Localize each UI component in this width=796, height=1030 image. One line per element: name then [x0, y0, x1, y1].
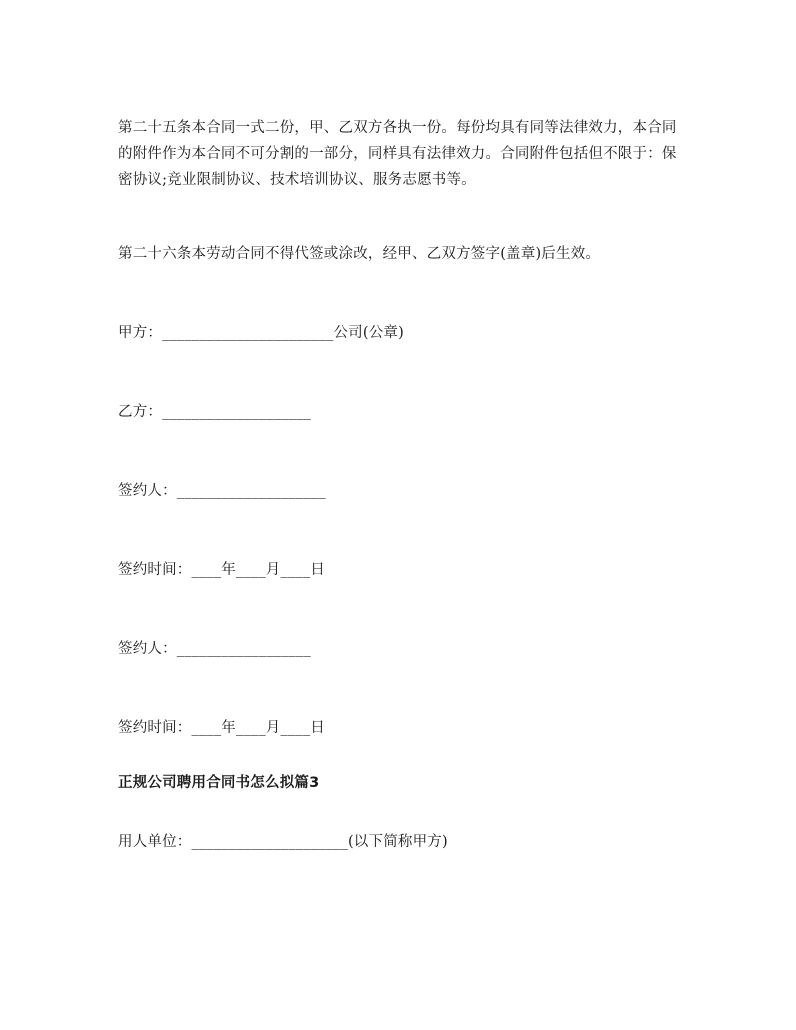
party-a-line: 甲方：_______________________公司(公章): [118, 325, 404, 341]
section-heading: 正规公司聘用合同书怎么拟篇3: [118, 775, 320, 791]
signatory-line: 签约人：__________________: [118, 641, 311, 657]
party-b-line: 乙方：____________________: [118, 404, 312, 420]
signing-date-line: 签约时间：____年____月____日: [118, 562, 325, 578]
article-25-paragraph: 第二十五条本合同一式二份，甲、乙双方各执一份。每份均具有同等法律效力，本合同的附件作为本合同不可分割的一部分，同样具有法律效力。合同附件包括但不限于：保密协议;竞业限制协议、技术培训协议、服务志愿书等。: [118, 120, 677, 188]
signing-date-line: 签约时间：____年____月____日: [118, 720, 325, 736]
employer-line: 用人单位：_____________________(以下简称甲方): [118, 834, 448, 850]
signatory-line: 签约人：____________________: [118, 483, 326, 499]
article-26-paragraph: 第二十六条本劳动合同不得代签或涂改，经甲、乙双方签字(盖章)后生效。: [118, 246, 601, 262]
